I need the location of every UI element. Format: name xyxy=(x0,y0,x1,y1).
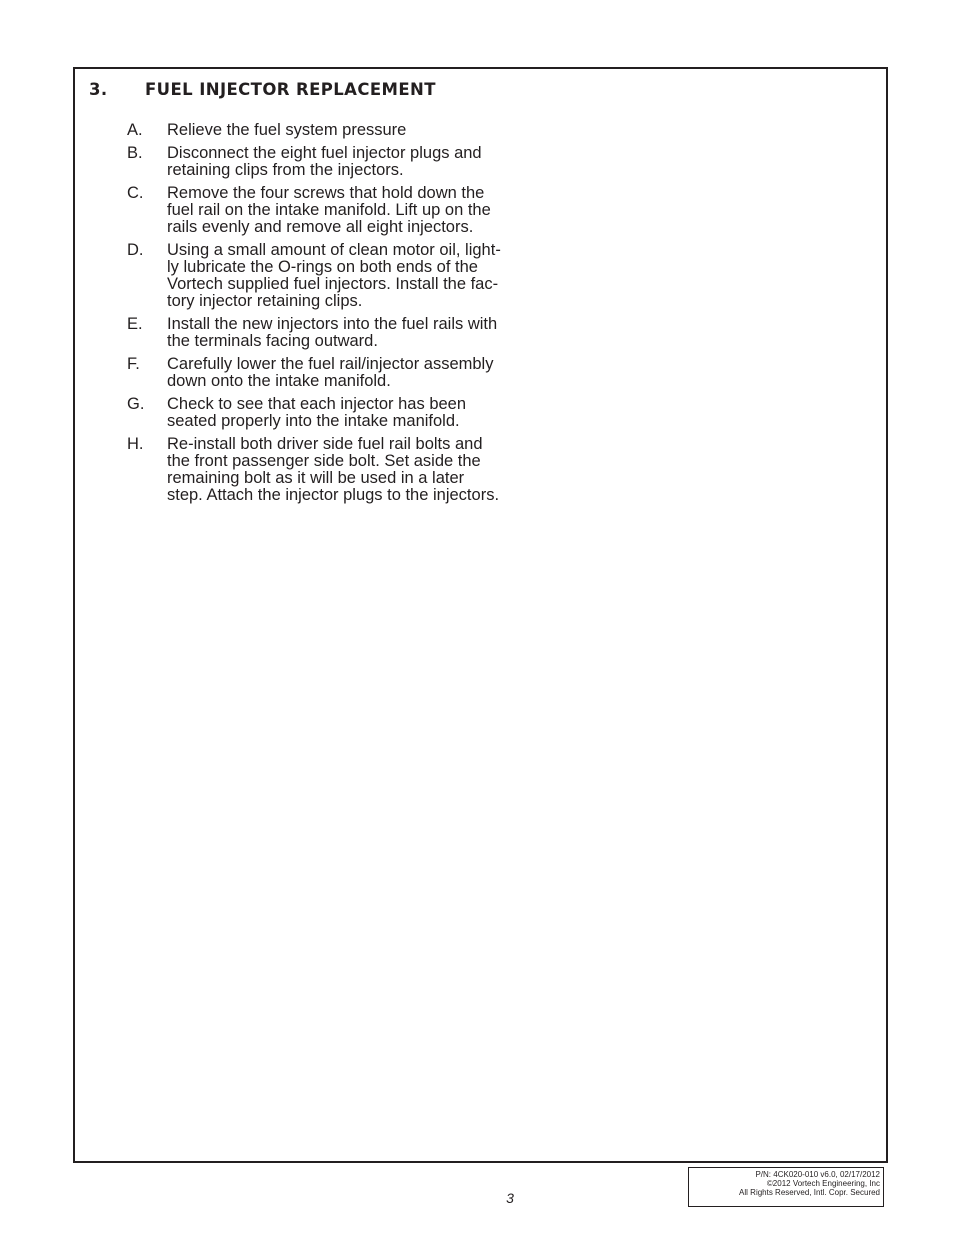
step-text: Check to see that each injector has been seated properly into the intake manifold. xyxy=(167,395,467,430)
step-item-g xyxy=(127,396,527,430)
step-letter: G. xyxy=(127,395,145,413)
section-title: FUEL INJECTOR REPLACEMENT xyxy=(145,80,436,99)
rights-text: All Rights Reserved, Intl. Copr. Secured xyxy=(739,1188,880,1198)
step-item-e xyxy=(127,316,527,350)
copyright-text: ©2012 Vortech Engineering, Inc xyxy=(766,1179,880,1189)
step-text: Carefully lower the fuel rail/injector assembly down onto the intake manifold. xyxy=(167,355,494,390)
step-item-c xyxy=(127,185,527,236)
step-text: Install the new injectors into the fuel rails with the terminals facing outward. xyxy=(167,315,498,350)
step-text: Using a small amount of clean motor oil, light- ly lubricate the O-rings on both ends of the Vortech supplied fuel injectors. Install the fac- tory injector retaining clips. xyxy=(167,241,501,310)
part-number-text: P/N: 4CK020-010 v6.0, 02/17/2012 xyxy=(755,1170,880,1179)
page-number: 3 xyxy=(506,1190,514,1206)
step-letter: H. xyxy=(127,435,144,453)
step-item-f xyxy=(127,356,527,390)
step-list xyxy=(127,122,527,510)
step-text: Relieve the fuel system pressure xyxy=(167,121,407,139)
step-letter: A. xyxy=(127,121,143,139)
step-item-a xyxy=(127,122,527,139)
step-item-d xyxy=(127,242,527,310)
step-item-b xyxy=(127,145,527,179)
step-item-h xyxy=(127,436,527,504)
step-letter: E. xyxy=(127,315,143,333)
step-letter: C. xyxy=(127,184,144,202)
footer-info-box xyxy=(688,1167,884,1207)
step-letter: B. xyxy=(127,144,143,162)
step-text: Re-install both driver side fuel rail bolts and the front passenger side bolt. Set aside the remaining bolt as it will be used in a later step. Attach the injector plugs to the injectors. xyxy=(167,435,500,504)
step-text: Remove the four screws that hold down the fuel rail on the intake manifold. Lift up on the rails evenly and remove all eight injectors. xyxy=(167,184,491,236)
step-text: Disconnect the eight fuel injector plugs and retaining clips from the injectors. xyxy=(167,144,482,179)
step-letter: D. xyxy=(127,241,144,259)
section-number: 3. xyxy=(89,80,108,99)
step-letter: F. xyxy=(127,355,140,373)
section-heading xyxy=(89,80,436,100)
